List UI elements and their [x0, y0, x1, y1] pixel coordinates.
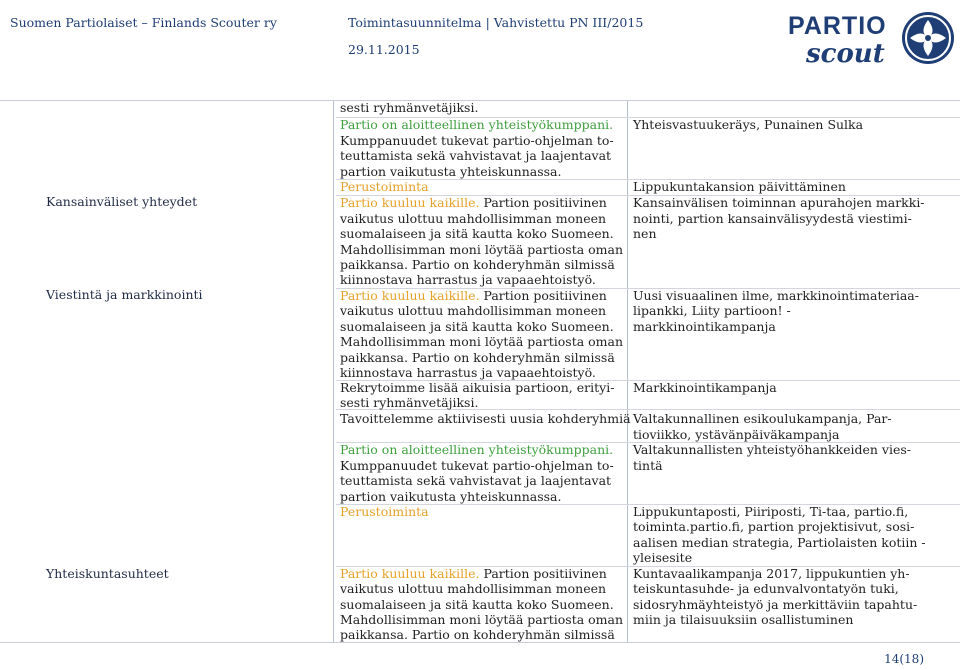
- mid-line: vaikutus ulottuu mahdollisimman moneen: [340, 211, 607, 226]
- mid-line: Rekrytoimme lisää aikuisia partioon, erityi-: [340, 380, 615, 395]
- right-line: sidosryhmäyhteistyö ja merkittäviin tapahtu-: [633, 597, 918, 612]
- right-line: Kansainvälisen toiminnan apurahojen markki-: [633, 195, 925, 210]
- mid-line: suomalaiseen ja sitä kautta koko Suomeen.: [340, 226, 614, 241]
- mid-line: vaikutus ulottuu mahdollisimman moneen: [340, 581, 607, 596]
- mid-line: Kumppanuudet tukevat partio-ohjelman to-: [340, 458, 614, 473]
- table-top-rule: [0, 100, 960, 101]
- right-line: Markkinointikampanja: [633, 380, 777, 395]
- right-line: lipankki, Liity partioon! -: [633, 303, 791, 318]
- logo-text-partio: PARTIO: [788, 12, 887, 40]
- mid-line: teuttamista sekä vahvistavat ja laajentavat: [340, 148, 612, 163]
- column-divider: [627, 100, 628, 642]
- right-line: nen: [633, 226, 657, 241]
- mid-line: kiinnostava harrastus ja vapaaehtoistyö.: [340, 272, 596, 287]
- row-label-social-relations: Yhteiskuntasuhteet: [46, 566, 169, 581]
- right-line: Kuntavaalikampanja 2017, lippukuntien yh-: [633, 566, 910, 581]
- right-line: Yhteisvastuukeräys, Punainen Sulka: [633, 117, 864, 132]
- mid-line: Mahdollisimman moni löytää partiosta oman: [340, 242, 624, 257]
- mid-highlight-orange: Partio kuuluu kaikille.: [340, 288, 480, 303]
- right-line: miin ja tilaisuuksiin osallistuminen: [633, 612, 854, 627]
- row-label-communication: Viestintä ja markkinointi: [46, 287, 203, 302]
- logo-text-scout: scout: [806, 39, 885, 69]
- column-divider: [333, 100, 334, 642]
- mid-line: sesti ryhmänvetäjiksi.: [340, 395, 479, 410]
- mid-text: Partion positiivinen: [479, 195, 607, 210]
- right-line: Lippukuntaposti, Piiriposti, Ti-taa, partio.fi,: [633, 504, 909, 519]
- right-line: yleisesite: [633, 550, 693, 565]
- header-org: Suomen Partiolaiset – Finlands Scouter ry: [10, 15, 277, 30]
- mid-line-green: Partio on aloitteellinen yhteistyökumppani.: [340, 117, 614, 132]
- mid-line: kiinnostava harrastus ja vapaaehtoistyö.: [340, 365, 596, 380]
- mid-line-green: Partio on aloitteellinen yhteistyökumppani.: [340, 442, 614, 457]
- mid-line: Tavoittelemme aktiivisesti uusia kohderyhmiä: [340, 411, 631, 426]
- mid-line: Mahdollisimman moni löytää partiosta oman: [340, 612, 624, 627]
- partio-scout-logo: [788, 4, 958, 70]
- right-line: aalisen median strategia, Partiolaisten kotiin -: [633, 535, 926, 550]
- mid-text: Partion positiivinen: [479, 566, 607, 581]
- row-label-international: Kansainväliset yhteydet: [46, 194, 198, 209]
- mid-line: partion vaikutusta yhteiskunnassa.: [340, 164, 562, 179]
- right-line: tintä: [633, 458, 663, 473]
- mid-line: paikkansa. Partio on kohderyhmän silmissä: [340, 257, 615, 272]
- right-line: toiminta.partio.fi, partion projektisivut, sosi-: [633, 519, 915, 534]
- right-line: tioviikko, ystävänpäiväkampanja: [633, 427, 840, 442]
- mid-line: sesti ryhmänvetäjiksi.: [340, 100, 479, 115]
- mid-line: suomalaiseen ja sitä kautta koko Suomeen.: [340, 597, 614, 612]
- mid-line: paikkansa. Partio on kohderyhmän silmissä: [340, 350, 615, 365]
- mid-line-orange: Perustoiminta: [340, 179, 429, 194]
- header-date: 29.11.2015: [348, 42, 420, 57]
- mid-line: teuttamista sekä vahvistavat ja laajentavat: [340, 473, 612, 488]
- right-line: nointi, partion kansainvälisyydestä viestimi-: [633, 211, 912, 226]
- scout-emblem-icon: [902, 12, 954, 64]
- right-line: Uusi visuaalinen ilme, markkinointimateriaa-: [633, 288, 919, 303]
- right-line: Valtakunnallinen esikoulukampanja, Par-: [633, 411, 892, 426]
- mid-line: suomalaiseen ja sitä kautta koko Suomeen.: [340, 319, 614, 334]
- mid-line: [340, 288, 607, 303]
- mid-line: [340, 566, 607, 581]
- right-line: markkinointikampanja: [633, 319, 776, 334]
- right-line: Valtakunnallisten yhteistyöhankkeiden vies-: [633, 442, 912, 457]
- mid-text: Partion positiivinen: [479, 288, 607, 303]
- mid-line: partion vaikutusta yhteiskunnassa.: [340, 489, 562, 504]
- mid-highlight-orange: Partio kuuluu kaikille.: [340, 195, 480, 210]
- mid-highlight-orange: Partio kuuluu kaikille.: [340, 566, 480, 581]
- header-document-title: Toimintasuunnitelma | Vahvistettu PN III/2015: [348, 15, 644, 30]
- mid-line-orange: Perustoiminta: [340, 504, 429, 519]
- mid-line: Mahdollisimman moni löytää partiosta oman: [340, 334, 624, 349]
- right-line: Lippukuntakansion päivittäminen: [633, 179, 846, 194]
- mid-line: [340, 195, 607, 210]
- page-number: 14(18): [884, 652, 924, 666]
- mid-line: Kumppanuudet tukevat partio-ohjelman to-: [340, 133, 614, 148]
- right-line: teiskuntasuhde- ja edunvalvontatyön tuki,: [633, 581, 899, 596]
- mid-line: paikkansa. Partio on kohderyhmän silmissä: [340, 627, 615, 642]
- mid-line: vaikutus ulottuu mahdollisimman moneen: [340, 303, 607, 318]
